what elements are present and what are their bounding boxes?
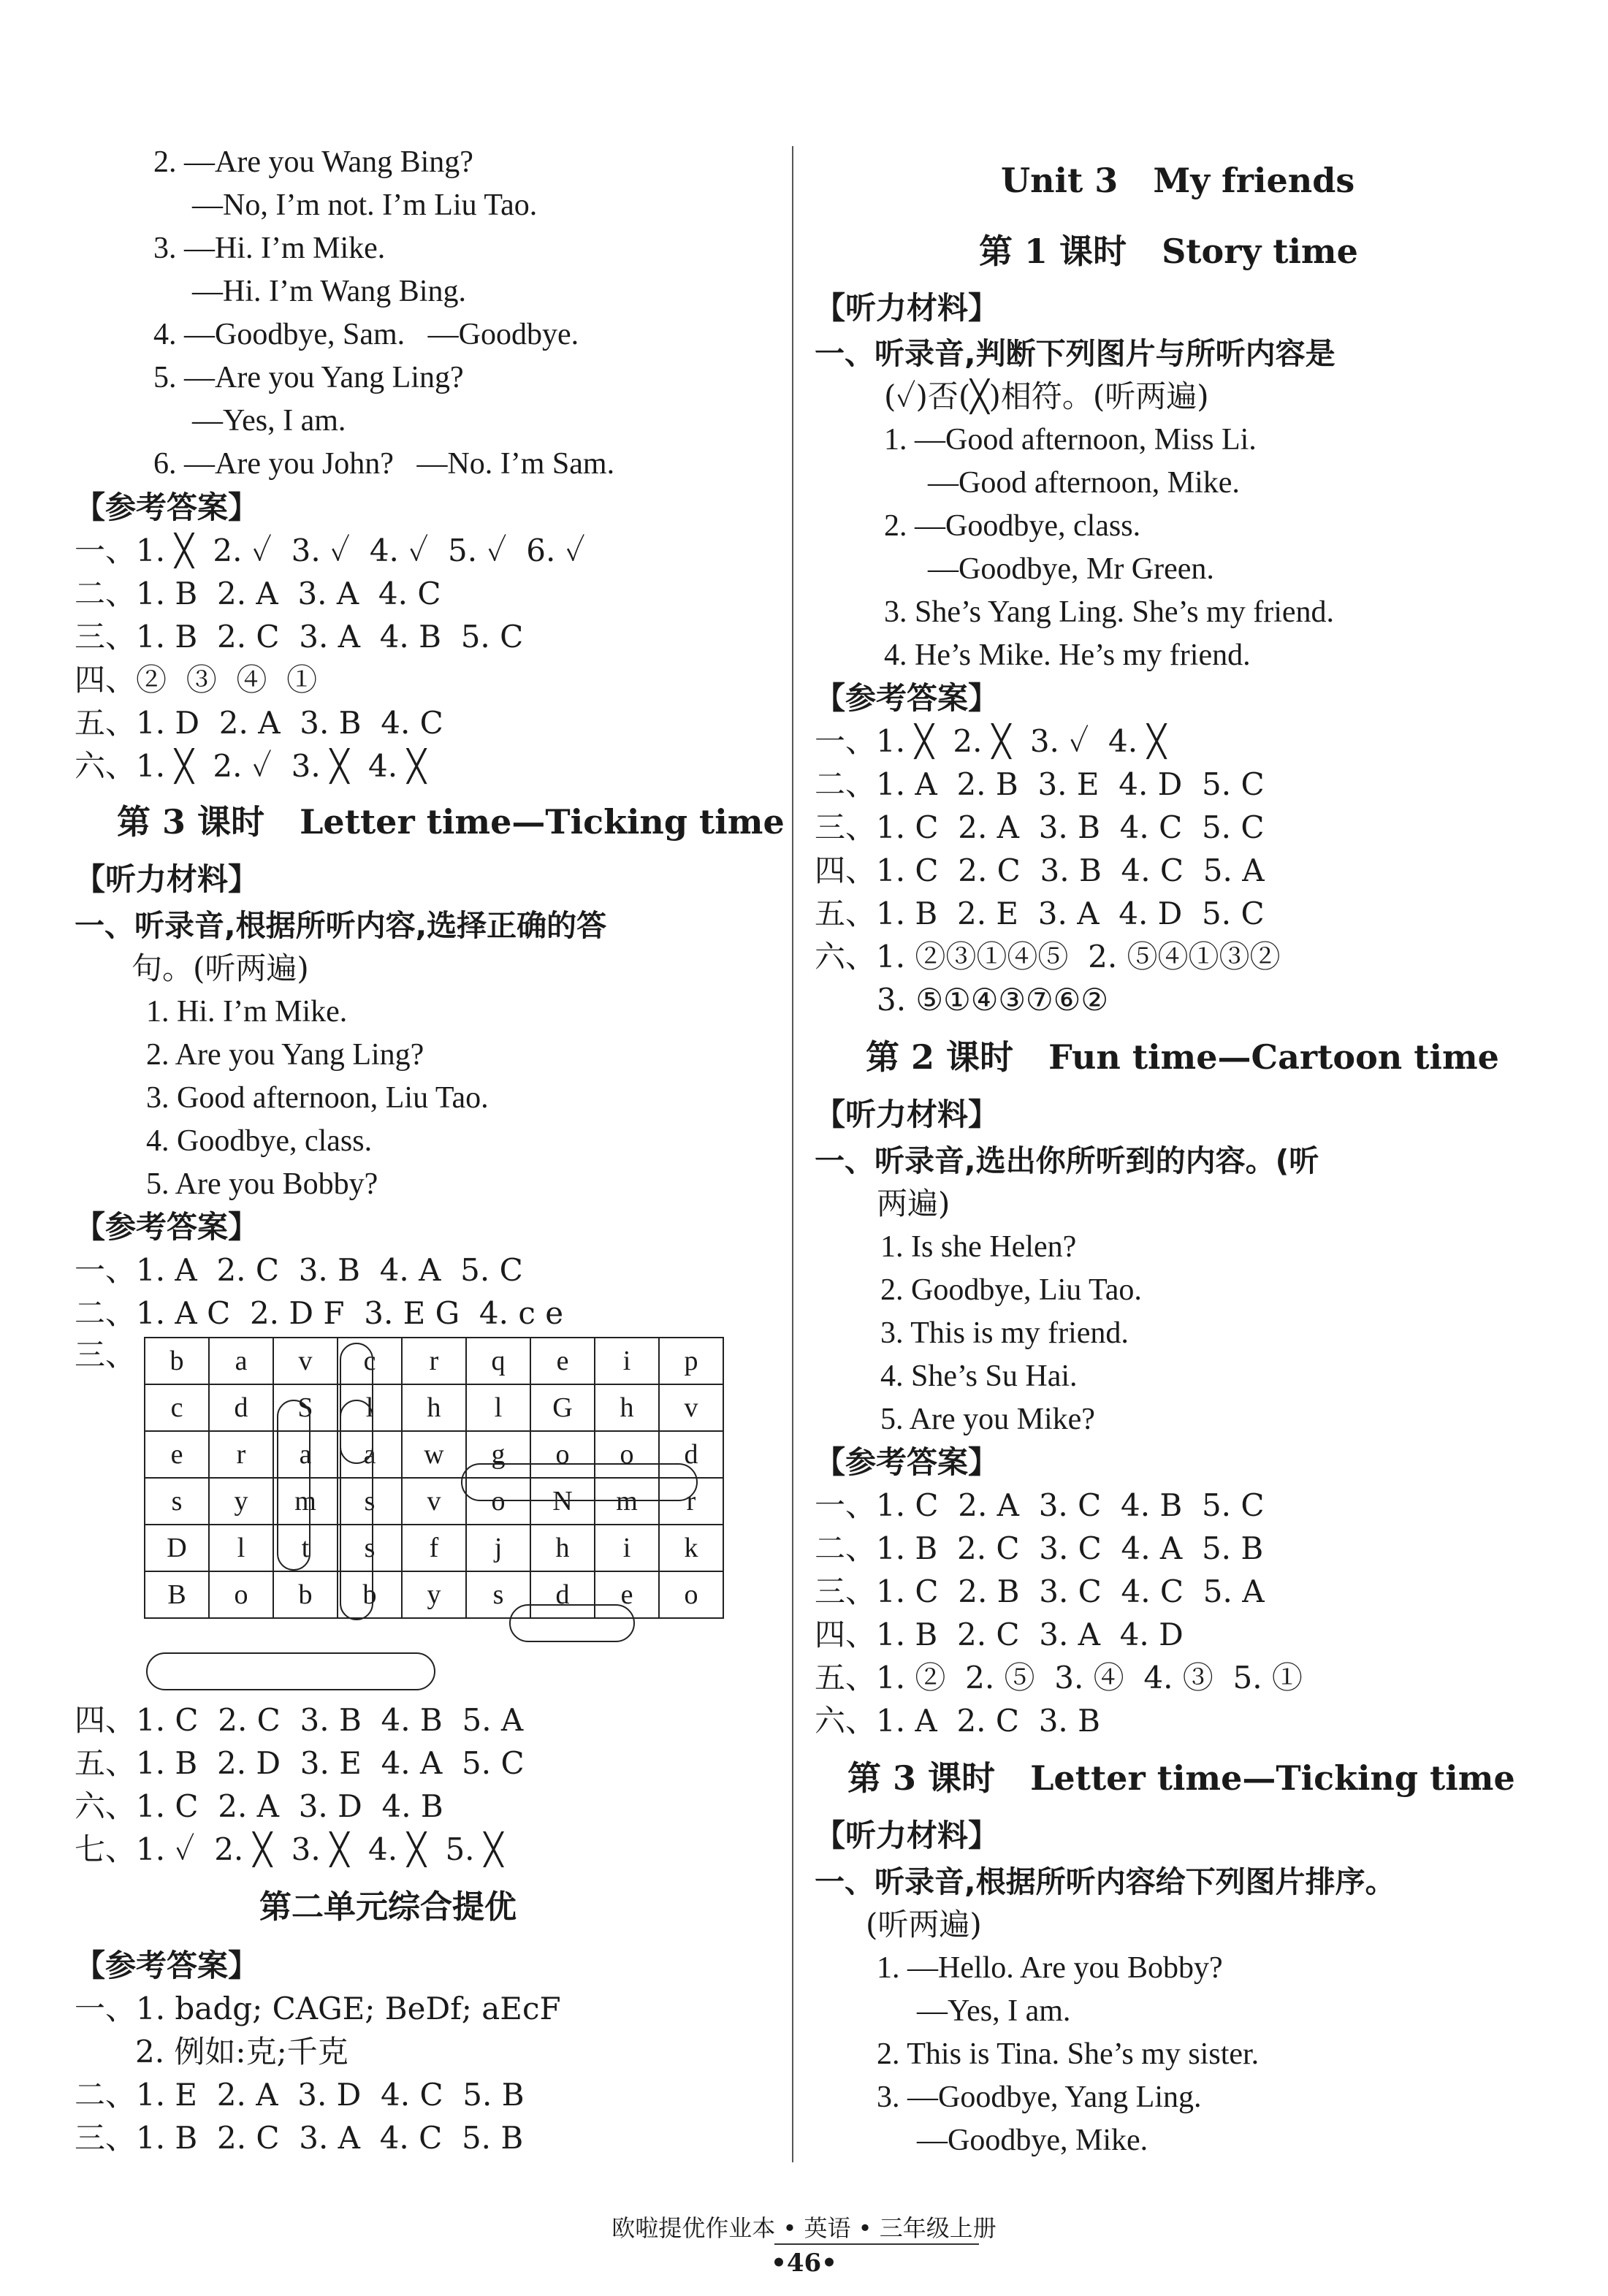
grid-row <box>145 1571 723 1618</box>
listening-item: 5. Are you Mike? <box>880 1403 1095 1436</box>
answer-line: 五、1. B 2. D 3. E 4. A 5. C <box>75 1745 525 1781</box>
grid-cell: e <box>595 1571 659 1618</box>
grid-row <box>145 1525 723 1571</box>
left-q4: 4. —Goodbye, Sam. —Goodbye. <box>153 318 579 351</box>
listening-item: 4. She’s Su Hai. <box>880 1359 1078 1393</box>
section-title: 第 3 课时 Letter time—Ticking time <box>117 802 785 842</box>
answer-line: 一、1. ╳ 2. ✓ 3. ✓ 4. ✓ 5. ✓ 6. ✓ <box>75 533 585 568</box>
grid-cell: m <box>273 1478 338 1525</box>
listening-item: 1. —Good afternoon, Miss Li. <box>884 423 1257 457</box>
answer-line: 六、1. ╳ 2. ✓ 3. ╳ 4. ╳ <box>75 748 426 784</box>
instruction: 两遍) <box>877 1186 950 1221</box>
listening-item: 5. Are you Bobby? <box>146 1167 378 1201</box>
grid-cell: v <box>659 1384 723 1431</box>
grid-cell: h <box>530 1525 595 1571</box>
grid-cell: a <box>273 1431 338 1478</box>
grid-cell: o <box>595 1431 659 1478</box>
answer-line: 四、1. B 2. C 3. A 4. D <box>815 1617 1184 1652</box>
grid-cell: y <box>209 1478 273 1525</box>
grid-cell: w <box>402 1431 466 1478</box>
grid-cell: s <box>338 1525 402 1571</box>
listening-item: 2. This is Tina. She’s my sister. <box>877 2037 1260 2071</box>
circle-word-bobby <box>146 1652 435 1690</box>
answer-line: 二、1. B 2. A 3. A 4. C <box>75 576 441 611</box>
grid-cell: N <box>530 1478 595 1525</box>
grid-cell: r <box>402 1338 466 1384</box>
grid-cell: g <box>466 1431 530 1478</box>
grid-cell: o <box>530 1431 595 1478</box>
answer-line: 五、1. D 2. A 3. B 4. C <box>75 705 443 741</box>
left-q3b: —Hi. I’m Wang Bing. <box>192 275 466 308</box>
unit-title: Unit 3 My friends <box>1001 161 1355 200</box>
instruction: 一、听录音,判断下列图片与所听内容是 <box>815 336 1335 371</box>
answer-line: 二、1. A 2. B 3. E 4. D 5. C <box>815 766 1265 802</box>
answer-line: 三、1. B 2. C 3. A 4. C 5. B <box>75 2120 524 2156</box>
circle-word-sam <box>277 1400 310 1571</box>
answer-line: 四、② ③ ④ ① <box>75 662 318 698</box>
listening-item: 2. —Goodbye, class. <box>884 509 1141 543</box>
answer-line: 五、1. ② 2. ⑤ 3. ④ 4. ③ 5. ① <box>815 1660 1303 1696</box>
answer-line: 三、1. C 2. B 3. C 4. C 5. A <box>815 1574 1265 1609</box>
instruction: 一、听录音,根据所听内容给下列图片排序。 <box>815 1864 1395 1899</box>
answer-header: 【参考答案】 <box>815 680 999 716</box>
circle-word-good <box>461 1463 698 1501</box>
circle-word-class <box>340 1400 373 1620</box>
grid-cell: e <box>145 1431 209 1478</box>
listening-header: 【听力材料】 <box>75 861 259 897</box>
grid-cell: r <box>209 1431 273 1478</box>
left-q5b: —Yes, I am. <box>192 404 346 438</box>
column-divider <box>792 146 793 2162</box>
grid-cell: b <box>273 1571 338 1618</box>
answer-line: 二、1. B 2. C 3. C 4. A 5. B <box>815 1530 1264 1566</box>
listening-item: 1. —Hello. Are you Bobby? <box>877 1951 1223 1985</box>
page-number: •46• <box>771 2249 837 2278</box>
left-q2b: —No, I’m not. I’m Liu Tao. <box>192 188 538 222</box>
grid-cell: a <box>209 1338 273 1384</box>
grid-cell: p <box>659 1338 723 1384</box>
listening-item: —Good afternoon, Mike. <box>928 466 1240 500</box>
answer-line: 四、1. C 2. C 3. B 4. C 5. A <box>815 853 1265 888</box>
grid-cell: c <box>145 1384 209 1431</box>
left-q6: 6. —Are you John? —No. I’m Sam. <box>153 447 615 481</box>
answer-line: 2. 例如:克;千克 <box>135 2034 348 2070</box>
grid-cell: i <box>595 1338 659 1384</box>
listening-item: 3. Good afternoon, Liu Tao. <box>146 1081 489 1115</box>
grid-cell: l <box>466 1384 530 1431</box>
answer-label: 三、 <box>75 1337 137 1373</box>
listening-item: 3. She’s Yang Ling. She’s my friend. <box>884 595 1335 629</box>
grid-cell: v <box>273 1338 338 1384</box>
grid-cell: e <box>530 1338 595 1384</box>
answer-line: 四、1. C 2. C 3. B 4. B 5. A <box>75 1702 524 1738</box>
answer-header: 【参考答案】 <box>75 1209 259 1245</box>
instruction: (✓)否(╳)相符。(听两遍) <box>884 378 1209 414</box>
listening-item: —Yes, I am. <box>917 1994 1071 2028</box>
grid-cell: b <box>145 1338 209 1384</box>
listening-item: 1. Hi. I’m Mike. <box>146 995 348 1029</box>
listening-item: 4. Goodbye, class. <box>146 1124 373 1158</box>
grid-cell: l <box>338 1384 402 1431</box>
answer-line: 六、1. C 2. A 3. D 4. B <box>75 1788 443 1824</box>
grid-cell: v <box>402 1478 466 1525</box>
grid-cell: h <box>595 1384 659 1431</box>
grid-cell: s <box>338 1478 402 1525</box>
answer-line: 3. ⑤①④③⑦⑥② <box>877 982 1108 1018</box>
grid-cell: t <box>273 1525 338 1571</box>
listening-item: 4. He’s Mike. He’s my friend. <box>884 638 1251 672</box>
answer-line: 二、1. E 2. A 3. D 4. C 5. B <box>75 2077 525 2113</box>
unit-review-title: 第二单元综合提优 <box>259 1888 517 1926</box>
grid-cell: G <box>530 1384 595 1431</box>
grid-cell: h <box>402 1384 466 1431</box>
grid-row <box>145 1384 723 1431</box>
instruction: 一、听录音,选出你所听到的内容。(听 <box>815 1143 1319 1178</box>
instruction: 句。(听两遍) <box>132 950 309 986</box>
grid-row <box>145 1338 723 1384</box>
listening-item: 1. Is she Helen? <box>880 1230 1077 1264</box>
grid-cell: S <box>273 1384 338 1431</box>
left-q3a: 3. —Hi. I’m Mike. <box>153 232 386 265</box>
grid-cell: c <box>338 1338 402 1384</box>
listening-item: 3. —Goodbye, Yang Ling. <box>877 2080 1202 2114</box>
grid-cell: i <box>595 1525 659 1571</box>
listening-item: 2. Are you Yang Ling? <box>146 1038 424 1072</box>
answer-line: 一、1. C 2. A 3. C 4. B 5. C <box>815 1487 1265 1523</box>
listening-header: 【听力材料】 <box>815 1096 999 1132</box>
grid-cell: a <box>338 1431 402 1478</box>
grid-cell: d <box>209 1384 273 1431</box>
listening-header: 【听力材料】 <box>815 290 999 326</box>
section-title: 第 1 课时 Story time <box>979 232 1358 271</box>
answer-line: 三、1. C 2. A 3. B 4. C 5. C <box>815 809 1265 845</box>
instruction: 一、听录音,根据所听内容,选择正确的答 <box>75 908 607 943</box>
left-q5a: 5. —Are you Yang Ling? <box>153 361 464 394</box>
listening-item: —Goodbye, Mr Green. <box>928 552 1214 586</box>
grid-cell: B <box>145 1571 209 1618</box>
answer-line: 六、1. A 2. C 3. B <box>815 1703 1101 1739</box>
grid-cell: D <box>145 1525 209 1571</box>
grid-cell: q <box>466 1338 530 1384</box>
grid-cell: s <box>466 1571 530 1618</box>
answer-header: 【参考答案】 <box>815 1444 999 1480</box>
listening-item: 3. This is my friend. <box>880 1316 1129 1350</box>
footer-book-title: 欧啦提优作业本 • 英语 • 三年级上册 <box>611 2214 997 2242</box>
grid-cell: y <box>402 1571 466 1618</box>
grid-cell: m <box>595 1478 659 1525</box>
answer-line: 一、1. A 2. C 3. B 4. A 5. C <box>75 1252 523 1288</box>
grid-cell: f <box>402 1525 466 1571</box>
grid-cell: o <box>659 1571 723 1618</box>
answer-line: 六、1. ②③①④⑤ 2. ⑤④①③② <box>815 939 1281 975</box>
listening-item: —Goodbye, Mike. <box>917 2124 1148 2157</box>
grid-cell: b <box>338 1571 402 1618</box>
answer-header: 【参考答案】 <box>75 489 259 525</box>
grid-cell: o <box>209 1571 273 1618</box>
answer-line: 五、1. B 2. E 3. A 4. D 5. C <box>815 896 1265 931</box>
grid-cell: d <box>530 1571 595 1618</box>
answer-line: 七、1. ✓ 2. ╳ 3. ╳ 4. ╳ 5. ╳ <box>75 1831 503 1867</box>
answer-line: 三、1. B 2. C 3. A 4. B 5. C <box>75 619 524 655</box>
grid-cell: k <box>659 1525 723 1571</box>
grid-cell: j <box>466 1525 530 1571</box>
circle-word-hi <box>509 1604 635 1642</box>
grid-cell: s <box>145 1478 209 1525</box>
section-title: 第 3 课时 Letter time—Ticking time <box>847 1758 1515 1798</box>
section-title: 第 2 课时 Fun time—Cartoon time <box>866 1037 1499 1077</box>
instruction: (听两遍) <box>866 1907 982 1942</box>
footer-rule <box>774 2243 979 2245</box>
left-q2a: 2. —Are you Wang Bing? <box>153 145 473 179</box>
grid-cell: r <box>659 1478 723 1525</box>
answer-line: 二、1. A C 2. D F 3. E G 4. c e <box>75 1295 564 1331</box>
grid-cell: l <box>209 1525 273 1571</box>
grid-cell: o <box>466 1478 530 1525</box>
answer-line: 一、1. badg; CAGE; BeDf; aEcF <box>75 1991 561 2026</box>
listening-item: 2. Goodbye, Liu Tao. <box>880 1273 1142 1307</box>
listening-header: 【听力材料】 <box>815 1818 999 1853</box>
answer-line: 一、1. ╳ 2. ╳ 3. ✓ 4. ╳ <box>815 723 1166 759</box>
grid-cell: d <box>659 1431 723 1478</box>
answer-header: 【参考答案】 <box>75 1948 259 1983</box>
